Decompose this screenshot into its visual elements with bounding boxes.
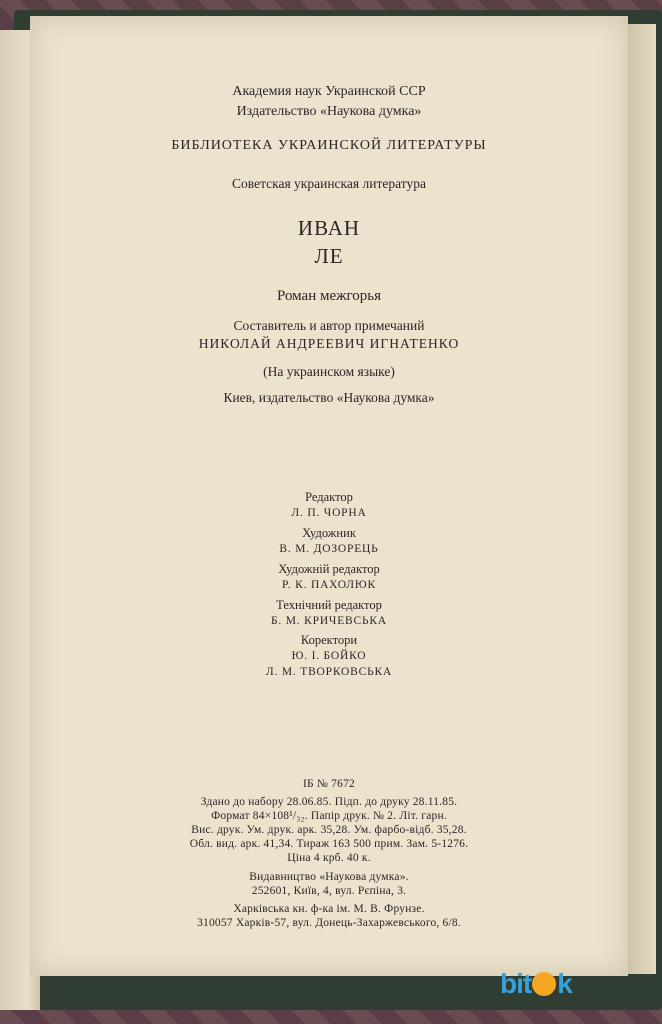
credit-role: Технічний редактор <box>276 598 382 612</box>
printer-address: 310057 Харків-57, вул. Донець-Захаржевського, 6/8. <box>197 917 461 929</box>
credit-name: Б. М. КРИЧЕВСЬКА <box>271 615 387 627</box>
credit-role: Редактор <box>305 490 353 504</box>
subseries-title: Советская украинская литература <box>232 176 426 191</box>
compiler-label: Составитель и автор примечаний <box>233 318 425 333</box>
logo-text-start: bit <box>500 968 532 999</box>
page-stack-edge <box>628 24 656 974</box>
colophon-line: Вис. друк. Ум. друк. арк. 35,28. Ум. фарбо-відб. 35,28. <box>191 824 467 836</box>
ib-number: ІБ № 7672 <box>303 778 355 790</box>
colophon-line: Здано до набору 28.06.85. Підп. до друку 28.11.85. <box>200 796 458 808</box>
language-note: (На украинском языке) <box>263 364 395 379</box>
logo-coin-icon <box>532 972 556 996</box>
imprint-line: Киев, издательство «Наукова думка» <box>223 390 435 405</box>
author-first-name: ИВАН <box>297 216 361 240</box>
credit-name: Р. К. ПАХОЛЮК <box>282 579 376 591</box>
credit-name: Л. М. ТВОРКОВСЬКА <box>265 666 393 678</box>
printer-address: Харківська кн. ф-ка ім. М. В. Фрунзе. <box>233 903 425 915</box>
colophon-line: Ціна 4 крб. 40 к. <box>287 852 371 864</box>
publisher-line: Издательство «Наукова думка» <box>236 104 422 119</box>
title-page <box>30 16 628 976</box>
credit-name: Ю. І. БОЙКО <box>291 650 367 662</box>
credit-role: Художній редактор <box>278 562 380 576</box>
credit-name: В. М. ДОЗОРЕЦЬ <box>279 543 379 555</box>
credit-role: Художник <box>302 526 356 540</box>
series-title: БИБЛИОТЕКА УКРАИНСКОЙ ЛИТЕРАТУРЫ <box>171 138 487 153</box>
credit-role: Коректори <box>300 633 358 647</box>
book-title: Роман межгорья <box>276 288 382 304</box>
publisher-address: 252601, Київ, 4, вул. Рєпіна, 3. <box>251 885 407 897</box>
author-last-name: ЛЕ <box>314 244 344 268</box>
credit-name: Л. П. ЧОРНА <box>291 507 367 519</box>
bitok-logo <box>500 968 650 1008</box>
colophon-line: Обл. вид. арк. 41,34. Тираж 163 500 прим. Зам. 5-1276. <box>189 838 469 850</box>
logo-text-end: k <box>557 968 572 999</box>
compiler-name: НИКОЛАЙ АНДРЕЕВИЧ ИГНАТЕНКО <box>198 336 460 351</box>
colophon-line: Формат 84×108¹/₃₂. Папір друк. № 2. Літ. гарн. <box>211 810 447 822</box>
academy-line: Академия наук Украинской ССР <box>232 84 426 99</box>
publisher-address: Видавництво «Наукова думка». <box>249 871 409 883</box>
